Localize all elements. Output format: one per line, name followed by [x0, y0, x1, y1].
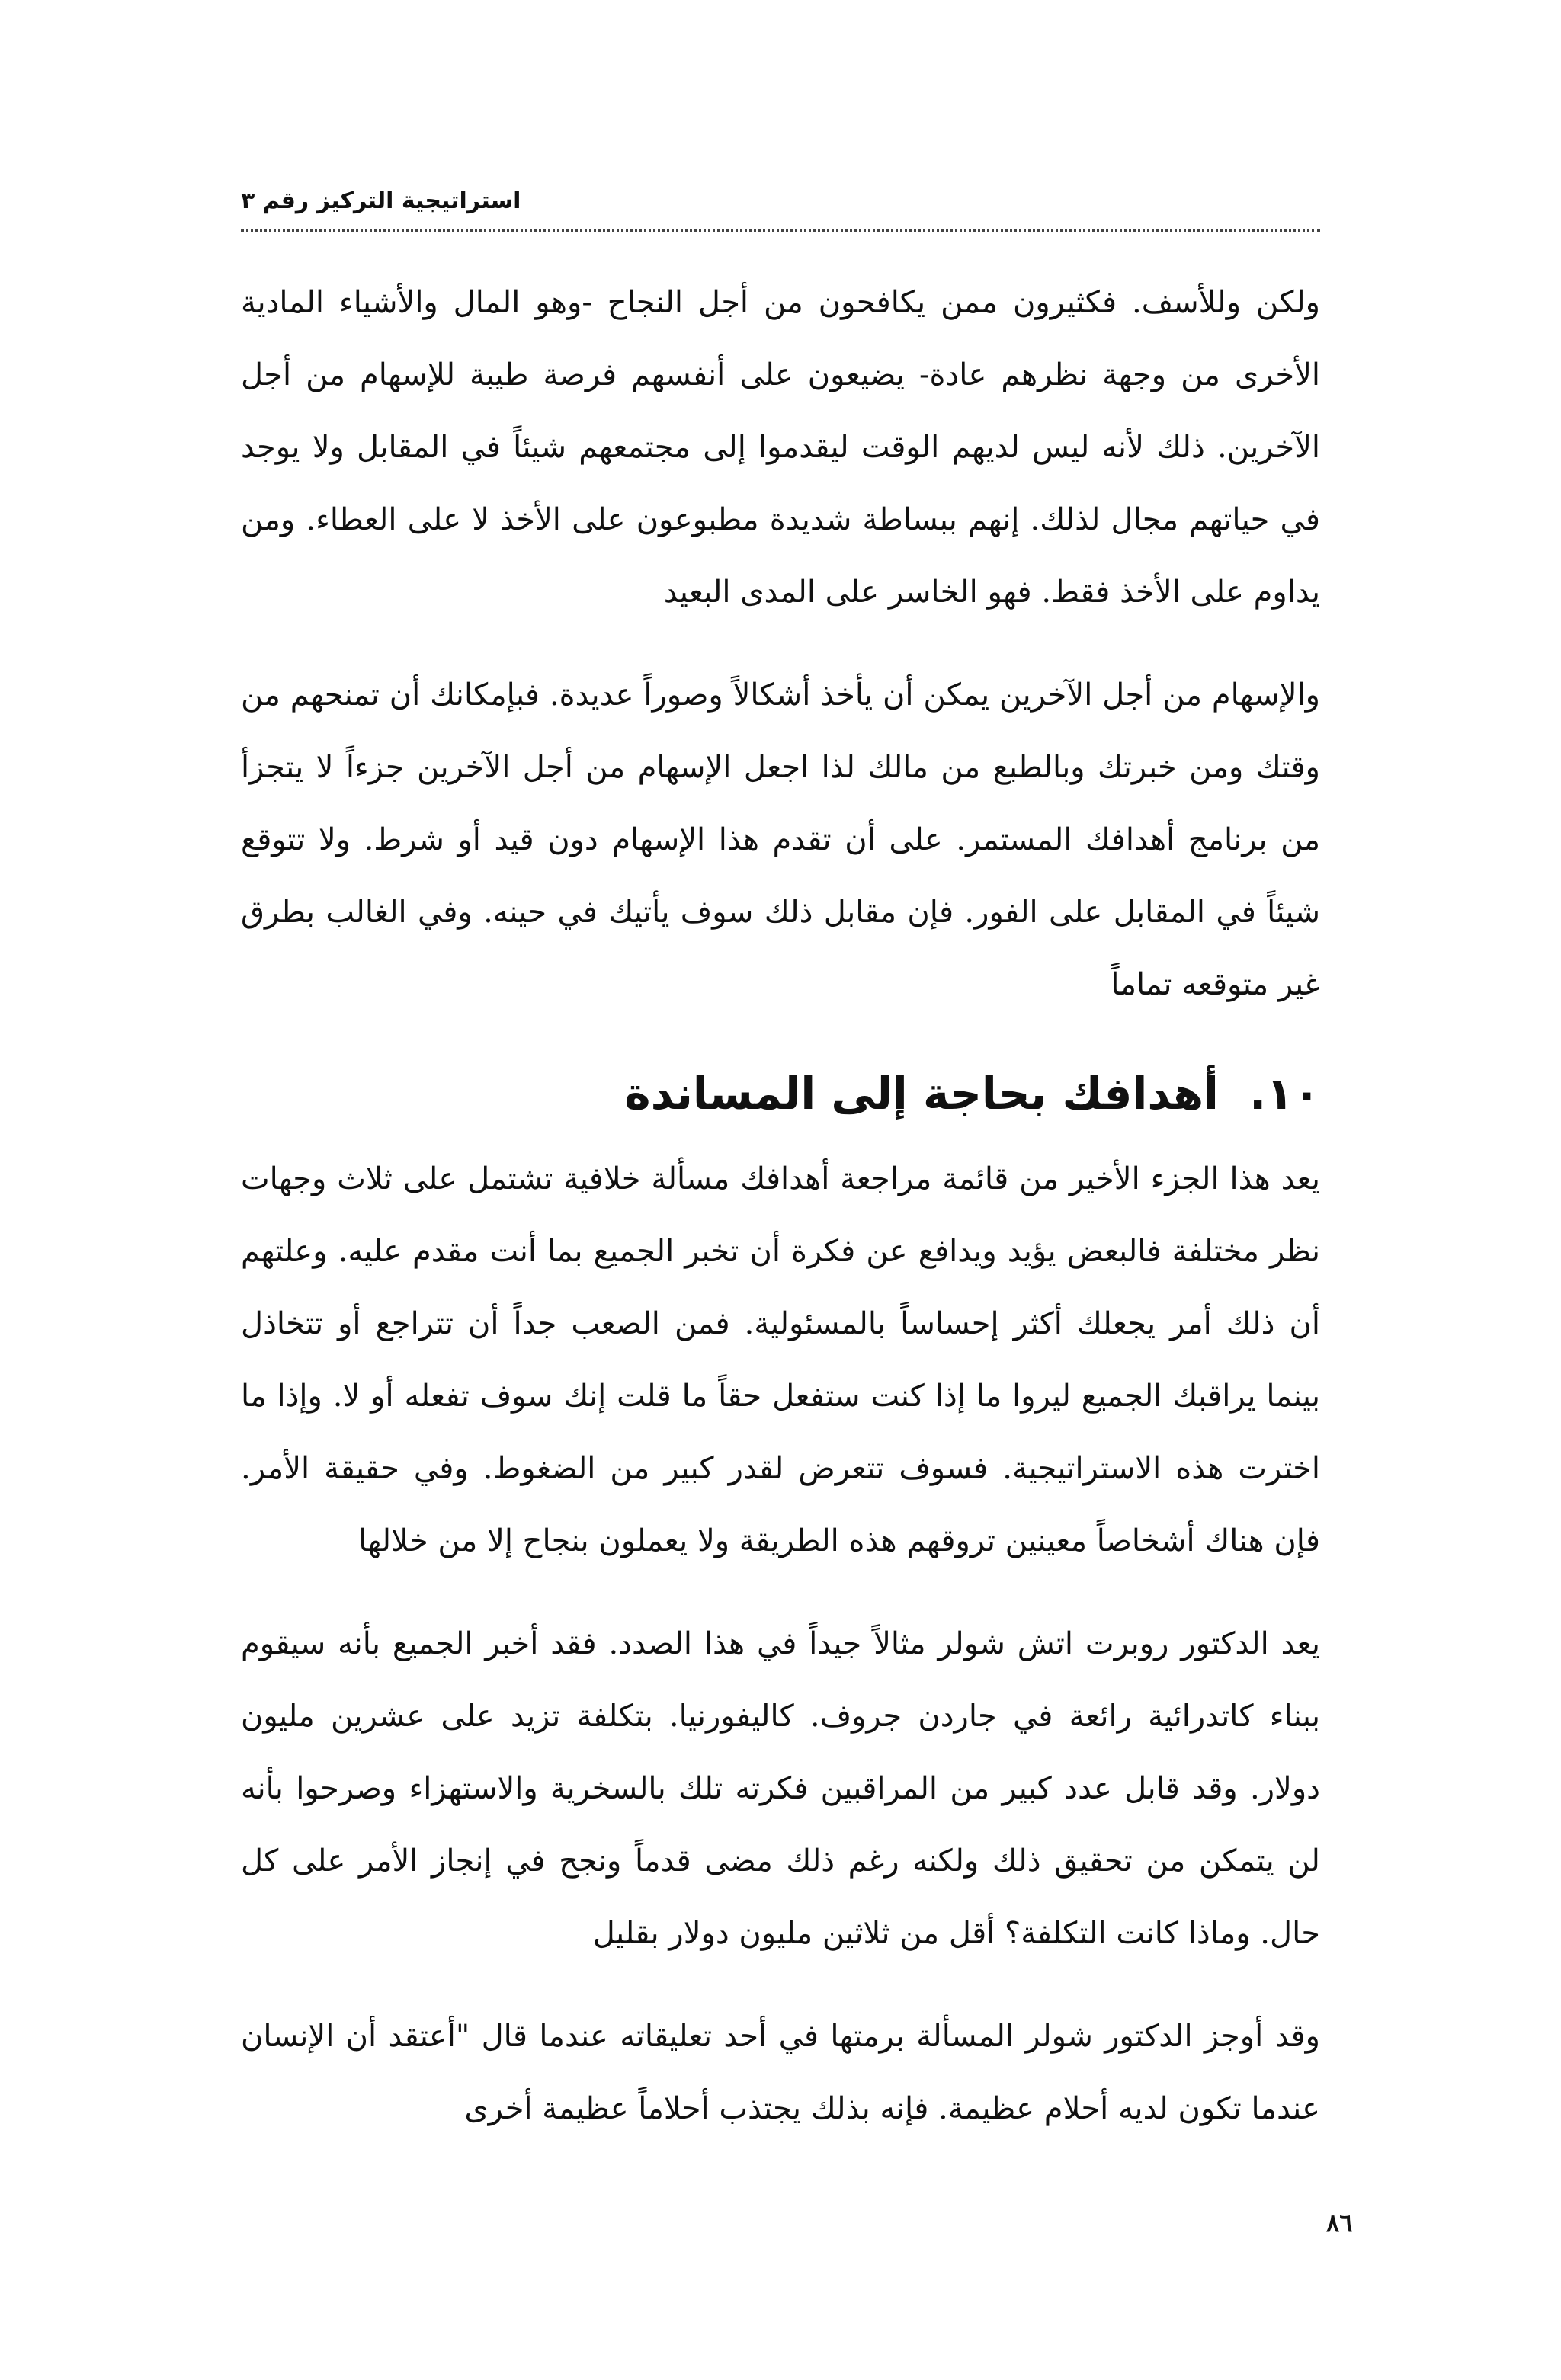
paragraph-4: يعد الدكتور روبرت اتش شولر مثالاً جيداً في هذا الصدد. فقد أخبر الجميع بأنه سيقوم ببناء كاتدرائية رائعة في جاردن جروف. كاليفورنيا. بتكلفة تزيد على عشرين مليون دولار. وقد قابل عدد كبير من المراقبين فكرته تلك بالسخرية والاستهزاء وصرحوا بأنه لن يتمكن من تحقيق ذلك ولكنه رغم ذلك مضى قدماً ونجح في إنجاز الأمر على كل حال. وماذا كانت التكلفة؟ أقل من ثلاثين مليون دولار بقليل: [241, 1626, 1320, 1951]
section-heading: [241, 1052, 1320, 1136]
paragraph-1: ولكن وللأسف. فكثيرون ممن يكافحون من أجل النجاح -وهو المال والأشياء المادية الأخرى من وجهة نظرهم عادة- يضيعون على أنفسهم فرصة طيبة للإسهام من أجل الآخرين. ذلك لأنه ليس لديهم الوقت ليقدموا إلى مجتمعهم شيئاً في المقابل ولا يوجد في حياتهم مجال لذلك. إنهم ببساطة شديدة مطبوعون على الأخذ لا على العطاء. ومن يداوم على الأخذ فقط. فهو الخاسر على المدى البعيد: [241, 285, 1321, 610]
page-body: [241, 267, 1320, 2176]
paragraph-2: والإسهام من أجل الآخرين يمكن أن يأخذ أشكالاً وصوراً عديدة. فبإمكانك أن تمنحهم من وقتك ومن خبرتك وبالطبع من مالك لذا اجعل الإسهام من أجل الآخرين جزءاً لا يتجزأ من برنامج أهدافك المستمر. على أن تقدم هذا الإسهام دون قيد أو شرط. ولا تتوقع شيئاً في المقابل على الفور. فإن مقابل ذلك سوف يأتيك في حينه. وفي الغالب بطرق غير متوقعه تماماً: [241, 677, 1320, 1002]
running-header: [241, 181, 1320, 232]
page-number: ٨٦: [1326, 2209, 1353, 2237]
paragraph-5: وقد أوجز الدكتور شولر المسألة برمتها في أحد تعليقاته عندما قال "أعتقد أن الإنسان عندما تكون لديه أحلام عظيمة. فإنه بذلك يجتذب أحلاماً عظيمة أخرى: [241, 2019, 1320, 2126]
section-title: أهدافك بحاجة إلى المساندة: [624, 1068, 1219, 1120]
paragraph-3: يعد هذا الجزء الأخير من قائمة مراجعة أهدافك مسألة خلافية تشتمل على ثلاث وجهات نظر مختلفة فالبعض يؤيد ويدافع عن فكرة أن تخبر الجميع بما أنت مقدم عليه. وعلتهم أن ذلك أمر يجعلك أكثر إحساساً بالمسئولية. فمن الصعب جداً أن تتراجع أو تتخاذل بينما يراقبك الجميع ليروا ما إذا كنت ستفعل حقاً ما قلت إنك سوف تفعله أو لا. وإذا ما اخترت هذه الاستراتيجية. فسوف تتعرض لقدر كبير من الضغوط. وفي حقيقة الأمر. فإن هناك أشخاصاً معينين تروقهم هذه الطريقة ولا يعملون بنجاح إلا من خلالها: [241, 1161, 1320, 1558]
running-header-title: استراتيجية التركيز رقم ٣: [241, 187, 521, 214]
section-number: ١٠.: [1249, 1068, 1320, 1120]
